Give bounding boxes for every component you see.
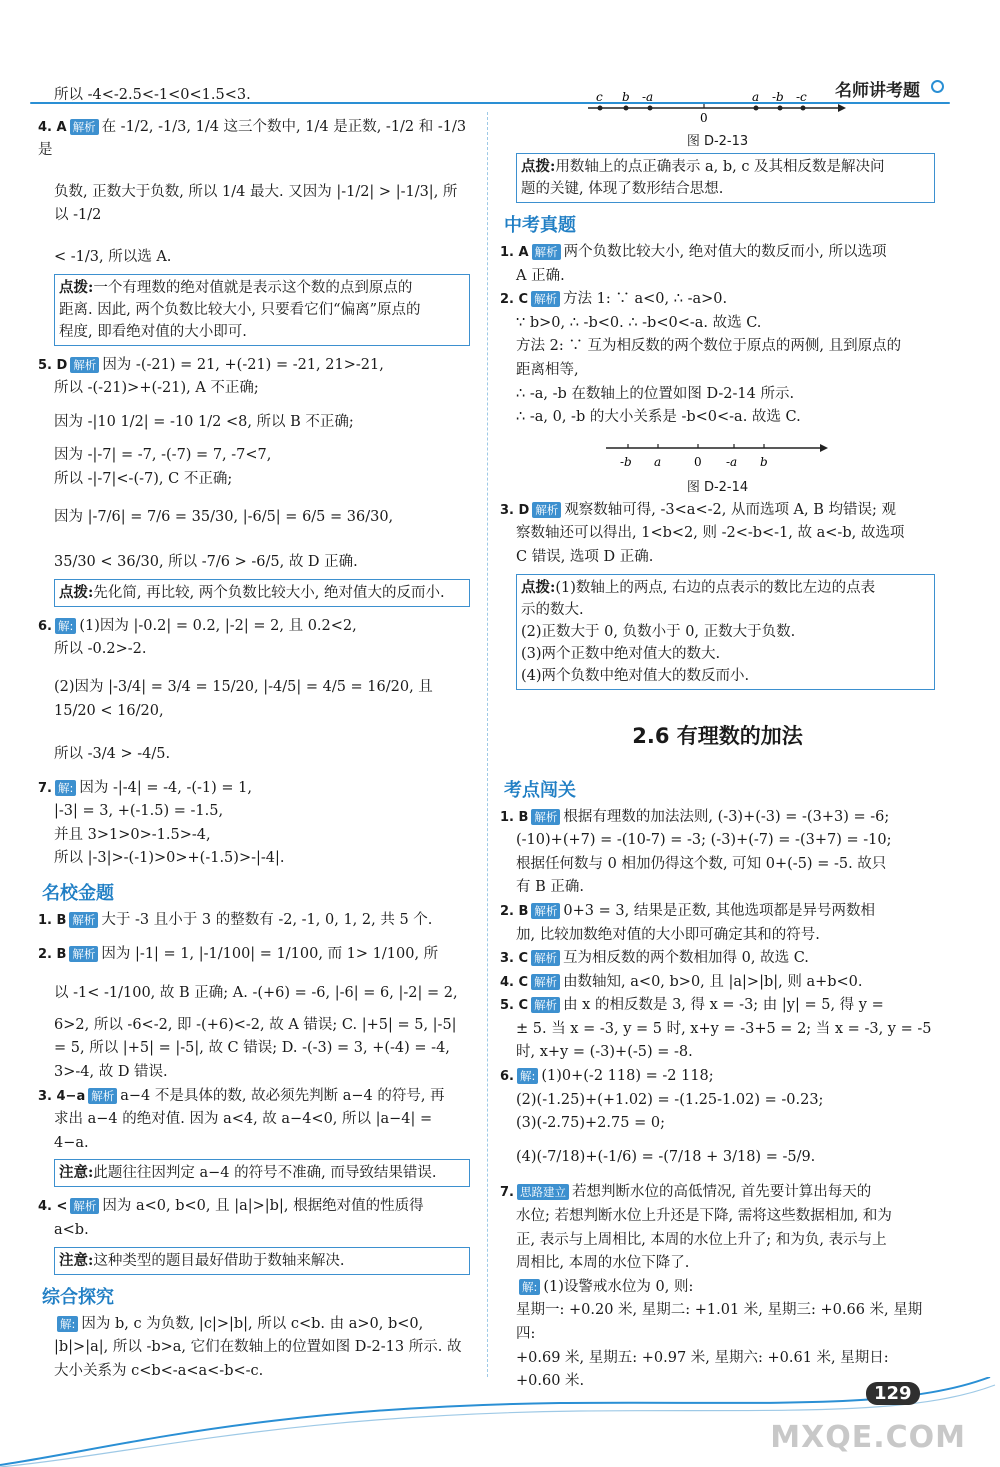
jie-tag: 解:	[57, 1316, 78, 1332]
text-line: +0.69 米, 星期五: +0.97 米, 星期六: +0.61 米, 星期日: +0.60 米.	[516, 1349, 889, 1390]
note-box	[54, 1159, 470, 1187]
text-line: |b|>|a|, 所以 -b>a, 它们在数轴上的位置如图 D-2-13 所示. 故	[54, 1339, 462, 1356]
question-number: 5. C	[500, 998, 529, 1014]
text-line: ∴ -a, 0, -b 的大小关系是 -b<0<-a. 故选 C.	[516, 409, 801, 426]
text-line: 用数轴上的点正确表示 a, b, c 及其相反数是解决问	[555, 159, 885, 175]
text-line: 因为 b, c 为负数, |c|>|b|, 所以 c<b. 由 a>0, b<0,	[81, 1315, 424, 1332]
text-line: 水位; 若想判断水位上升还是下降, 需将这些数据相加, 和为	[516, 1208, 892, 1225]
text-line: 在 -1/2, -1/3, 1/4 这三个数中, 1/4 是正数, -1/2 和 -1/3 是	[38, 118, 467, 159]
tick-label: -b	[620, 454, 632, 469]
text-line: (4)两个负数中绝对值大的数反而小.	[521, 667, 750, 684]
text-line: (2)(-1.25)+(+1.02) = -(1.25-1.02) = -0.23;	[516, 1091, 824, 1108]
text-line: 以 -1< -1/100, 故 B 正确; A. -(+6) = -6, |-6| = 6, |-2| = 2,	[54, 985, 458, 1002]
text-line: |-3| = 3, +(-1.5) = -1.5,	[54, 803, 224, 820]
section-heading: 中考真题	[504, 215, 576, 236]
point-c	[598, 106, 603, 111]
point-neg-a	[648, 106, 653, 111]
header-title: 名师讲考题	[835, 81, 920, 101]
text-line: a<b.	[54, 1222, 89, 1238]
text-line: 这种类型的题目最好借助于数轴来解决.	[93, 1252, 345, 1269]
question-number: 3. D	[500, 502, 530, 518]
question-number: 4. <	[38, 1199, 68, 1215]
jiexi-tag: 解析	[69, 946, 98, 962]
text-line: 6>2, 所以 -6<-2, 即 -(+6)<-2, 故 A 错误; C. |+5| = 5, |-5|	[54, 1016, 457, 1033]
jiexi-tag: 解析	[88, 1088, 117, 1104]
text-line: (2)正数大于 0, 负数小于 0, 正数大于负数.	[521, 623, 796, 640]
text-line: (3)(-2.75)+2.75 = 0;	[516, 1115, 665, 1132]
text-line: 示的数大.	[521, 601, 584, 618]
jie-tag: 解:	[55, 780, 76, 796]
question-number: 1. B	[38, 913, 67, 929]
jiexi-tag: 解析	[532, 244, 561, 260]
text-line: 因为 a<0, b<0, 且 |a|>|b|, 根据绝对值的性质得	[102, 1198, 424, 1215]
question-number: 2. B	[500, 903, 529, 919]
question-number: 6.	[38, 618, 52, 634]
text-line: A 正确.	[516, 267, 565, 284]
jie-tag: 解:	[55, 618, 76, 634]
text-line: (1)因为 |-0.2| = 0.2, |-2| = 2, 且 0.2<2,	[79, 617, 357, 634]
text-line: 根据有理数的加法法则, (-3)+(-3) = -(3+3) = -6;	[563, 808, 890, 825]
text-line: C 错误, 选项 D 正确.	[516, 548, 654, 565]
point-a	[754, 106, 759, 111]
tick-label: 0	[694, 454, 702, 469]
tick-label: b	[760, 454, 768, 469]
text-line: (1)设警戒水位为 0, 则:	[543, 1278, 694, 1295]
jiexi-tag: 解析	[70, 357, 99, 373]
text-line: (1)数轴上的两点, 右边的点表示的数比左边的点表	[555, 579, 876, 596]
text-line: 由数轴知, a<0, b>0, 且 |a|>|b|, 则 a+b<0.	[563, 973, 863, 990]
text-line: 观察数轴可得, -3<a<-2, 从而选项 A, B 均错误; 观	[564, 501, 896, 518]
text-line: 因为 -|10 1/2| = -10 1/2 <8, 所以 B 不正确;	[54, 413, 354, 430]
text-line: 0+3 = 3, 结果是正数, 其他选项都是异号两数相	[563, 902, 876, 919]
text-line: (1)0+(-2 118) = -2 118;	[541, 1068, 714, 1085]
text-line: 方法 2: ∵ 互为相反数的两个数位于原点的两侧, 且到原点的	[516, 338, 902, 355]
silu-tag: 思路建立	[517, 1184, 569, 1200]
text-line: 有 B 正确.	[516, 879, 584, 896]
text-line: 由 x 的相反数是 3, 得 x = -3; 由 |y| = 5, 得 y =	[563, 997, 884, 1014]
tick-label: a	[654, 454, 662, 469]
text-line: (3)两个正数中绝对值大的数大.	[521, 645, 721, 662]
question-number: 7.	[38, 780, 52, 796]
text-line: 所以 -3/4 > -4/5.	[54, 746, 171, 763]
section-heading: 考点闯关	[504, 779, 576, 801]
tick-label: -c	[796, 90, 807, 104]
text-line: 因为 |-7/6| = 7/6 = 35/30, |-6/5| = 6/5 = 36/30,	[54, 508, 394, 525]
point-b	[624, 106, 629, 111]
section-heading: 名校金题	[42, 883, 114, 905]
column-divider	[487, 112, 488, 1377]
tick-label: 0	[700, 111, 708, 124]
text-line: 35/30 < 36/30, 所以 -7/6 > -6/5, 故 D 正确.	[54, 554, 358, 571]
text-line: 所以 -(-21)>+(-21), A 不正确;	[54, 380, 259, 397]
note-box	[54, 1247, 470, 1275]
text-line: 根据任何数与 0 相加仍得这个数, 可知 0+(-5) = -5. 故只	[516, 855, 887, 872]
jiexi-tag: 解析	[531, 997, 560, 1013]
text-line: ∴ -a, -b 在数轴上的位置如图 D-2-14 所示.	[516, 385, 795, 402]
text-line: 方法 1: ∵ a<0, ∴ -a>0.	[563, 291, 728, 308]
number-line-d-2-13	[588, 88, 848, 124]
text-line: 大小关系为 c<b<-a<a<-b<-c.	[54, 1362, 264, 1379]
text-line: 加, 比较加数绝对值的大小即可确定其和的符号.	[516, 926, 820, 943]
text-line: 距离相等,	[516, 361, 579, 378]
point-neg-c	[801, 106, 806, 111]
note-label: 注意:	[59, 1164, 94, 1182]
text-line: 并且 3>1>0>-1.5>-4,	[54, 826, 211, 843]
tick-label: a	[752, 90, 760, 104]
text-line: 互为相反数的两个数相加得 0, 故选 C.	[563, 950, 809, 967]
tick-label: -a	[726, 454, 738, 469]
text-line: 正, 表示与上周相比, 本周的水位上升了; 和为负, 表示与上	[516, 1231, 887, 1248]
text-line: 题的关键, 体现了数形结合思想.	[521, 181, 724, 197]
jiexi-tag: 解析	[70, 1198, 99, 1214]
text-line: (4)(-7/18)+(-1/6) = -(7/18 + 3/18) = -5/9.	[516, 1148, 816, 1165]
text-line: a−4 不是具体的数, 故必须先判断 a−4 的符号, 再	[120, 1087, 445, 1104]
text-line: 所以 -4<-2.5<-1<0<1.5<3.	[54, 87, 251, 103]
text-line: ± 5. 当 x = -3, y = 5 时, x+y = -3+5 = 2; 当 x = -3, y = -5	[516, 1020, 932, 1037]
text-line: 所以 -|-7|<-(-7), C 不正确;	[54, 470, 233, 487]
text-line: 时, x+y = (-3)+(-5) = -8.	[516, 1044, 693, 1061]
note-box	[516, 574, 935, 690]
figure-caption: 图 D-2-14	[686, 479, 749, 495]
text-line: 两个负数比较大小, 绝对值大的数反而小, 所以选项	[563, 244, 887, 260]
jiexi-tag: 解析	[69, 912, 98, 928]
question-number: 1. A	[500, 245, 529, 260]
tick-label: -b	[772, 90, 784, 104]
page-number: 129	[866, 1382, 920, 1405]
text-line: < -1/3, 所以选 A.	[54, 248, 172, 265]
question-number: 1. B	[500, 809, 529, 825]
question-number: 5. D	[38, 357, 68, 373]
text-line: 程度, 即看绝对值的大小即可.	[59, 323, 247, 340]
note-label: 注意:	[59, 1251, 94, 1269]
text-line: 一个有理数的绝对值就是表示这个数的点到原点的	[93, 279, 413, 296]
text-line: = 5, 所以 |+5| = |-5|, 故 C 错误; D. -(-3) = 3, +(-4) = -4,	[54, 1040, 450, 1057]
text-line: 因为 -|-7| = -7, -(-7) = 7, -7<7,	[54, 447, 272, 464]
note-label: 点拨:	[521, 158, 556, 175]
note-box	[516, 153, 935, 203]
section-heading: 综合探究	[42, 1286, 114, 1308]
tick-label: c	[596, 90, 603, 104]
question-number: 2. B	[38, 946, 67, 962]
text-line: 因为 -|-4| = -4, -(-1) = 1,	[79, 779, 253, 796]
text-line: 3>-4, 故 D 错误.	[54, 1064, 168, 1081]
jiexi-tag: 解析	[531, 291, 560, 307]
text-line: 若想判断水位的高低情况, 首先要计算出每天的	[571, 1184, 872, 1201]
note-label: 点拨:	[59, 583, 94, 601]
jiexi-tag: 解析	[531, 809, 560, 825]
note-box	[54, 579, 470, 607]
number-line-d-2-14	[606, 434, 836, 470]
text-line: ∵ b>0, ∴ -b<0. ∴ -b<0<-a. 故选 C.	[516, 314, 762, 331]
question-number: 4. A	[38, 119, 67, 135]
text-line: 求出 a−4 的绝对值. 因为 a<4, 故 a−4<0, 所以 |a−4| = 4−a.	[54, 1111, 433, 1151]
note-label: 点拨:	[521, 578, 556, 596]
text-line: 因为 -(-21) = 21, +(-21) = -21, 21>-21,	[102, 356, 384, 373]
text-line: 所以 |-3|>-(-1)>0>+(-1.5)>-|-4|.	[54, 850, 285, 867]
text-line: 大于 -3 且小于 3 的整数有 -2, -1, 0, 1, 2, 共 5 个.	[101, 912, 433, 929]
question-number: 3. C	[500, 951, 529, 967]
question-number: 2. C	[500, 292, 529, 308]
question-number: 7.	[500, 1185, 514, 1201]
text-line: 因为 |-1| = 1, |-1/100| = 1/100, 而 1> 1/100, 所	[101, 945, 439, 962]
text-line: 星期一: +0.20 米, 星期二: +1.01 米, 星期三: +0.66 米, 星期四:	[516, 1302, 923, 1342]
text-line: 所以 -0.2>-2.	[54, 641, 147, 658]
jiexi-tag: 解析	[531, 950, 560, 966]
jie-tag: 解:	[519, 1279, 540, 1295]
text-line: 此题往往因判定 a−4 的符号不准确, 而导致结果错误.	[93, 1165, 437, 1182]
text-line: 距离. 因此, 两个负数比较大小, 只要看它们“偏离”原点的	[59, 301, 421, 318]
question-number: 6.	[500, 1069, 514, 1085]
right-column	[500, 84, 935, 1394]
text-line: 负数, 正数大于负数, 所以 1/4 最大. 又因为 |-1/2| > |-1/3|, 所以 -1/2	[54, 183, 458, 224]
point-neg-b	[778, 106, 783, 111]
text-line: (-10)+(+7) = -(10-7) = -3; (-3)+(-7) = -(3+7) = -10;	[516, 832, 892, 849]
tick-label: -a	[642, 90, 654, 104]
section-title: 2.6 有理数的加法	[632, 723, 803, 748]
text-line: 周相比, 本周的水位下降了.	[516, 1255, 690, 1272]
left-column	[38, 84, 470, 1383]
text-line: (2)因为 |-3/4| = 3/4 = 15/20, |-4/5| = 4/5 = 16/20, 且 15/20 < 16/20,	[54, 678, 433, 719]
text-line: 察数轴还可以得出, 1<b<2, 则 -2<-b<-1, 故 a<-b, 故选项	[516, 525, 905, 542]
figure-caption: 图 D-2-13	[686, 134, 749, 149]
question-number: 3. 4−a	[38, 1088, 86, 1104]
watermark: MXQE.COM	[770, 1420, 966, 1455]
jiexi-tag: 解析	[70, 119, 99, 135]
jiexi-tag: 解析	[532, 502, 561, 518]
jie-tag: 解:	[517, 1068, 538, 1084]
note-label: 点拨:	[59, 278, 94, 296]
jiexi-tag: 解析	[531, 903, 560, 919]
jiexi-tag: 解析	[531, 974, 560, 990]
note-box	[54, 274, 470, 346]
question-number: 4. C	[500, 974, 529, 990]
text-line: 先化简, 再比较, 两个负数比较大小, 绝对值大的反而小.	[93, 584, 445, 601]
tick-label: b	[622, 90, 630, 104]
